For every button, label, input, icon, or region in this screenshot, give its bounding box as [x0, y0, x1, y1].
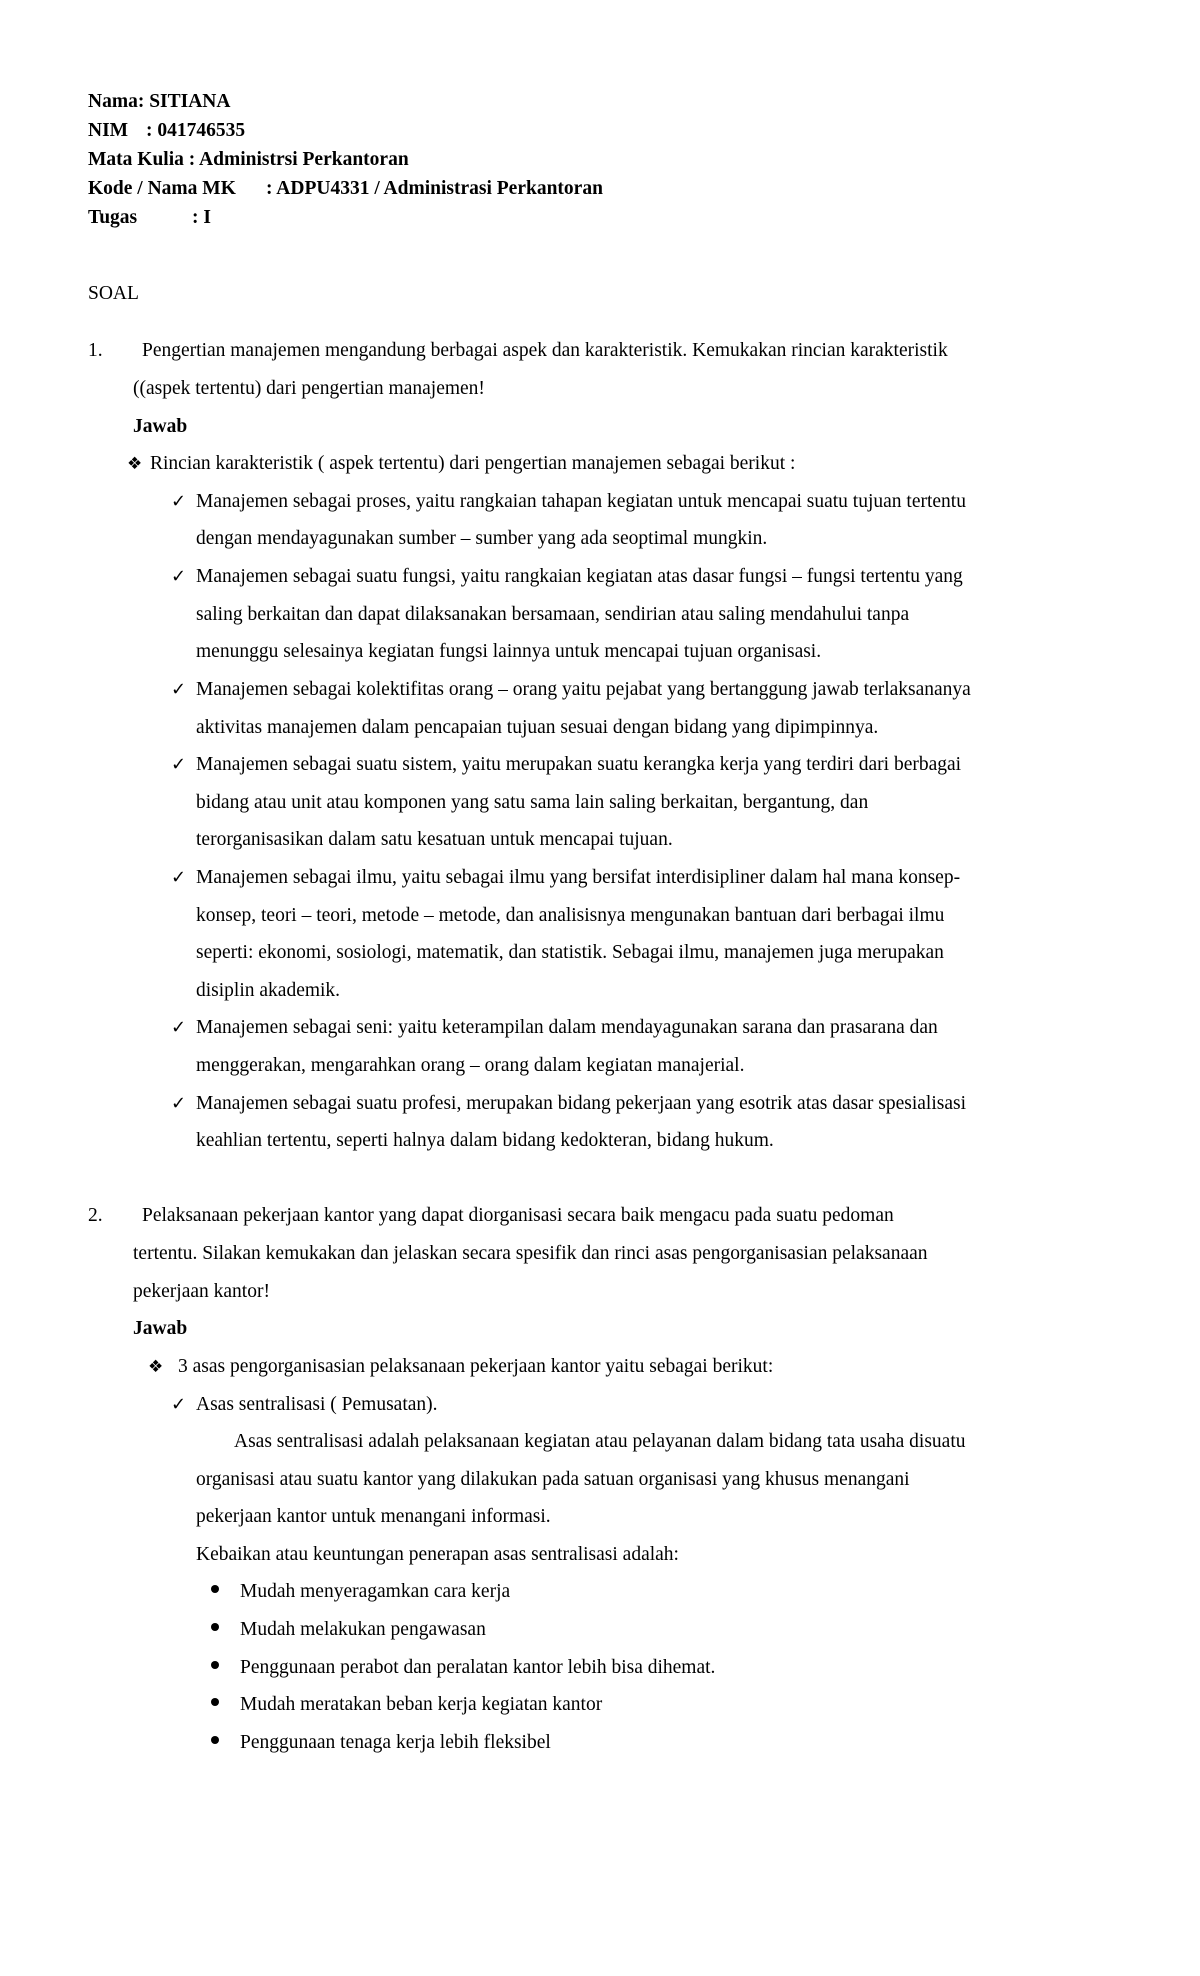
asas-title: Asas sentralisasi ( Pemusatan).	[196, 1394, 438, 1415]
q2-text-line: Pelaksanaan pekerjaan kantor yang dapat diorganisasi secara baik mengacu pada suatu pedoman	[142, 1205, 894, 1226]
q1-answer-intro: Rincian karakteristik ( aspek tertentu) dari pengertian manajemen sebagai berikut :	[150, 453, 796, 474]
q1-item-line: aktivitas manajemen dalam pencapaian tujuan sesuai dengan bidang yang dipimpinnya.	[196, 717, 879, 738]
q2-answer-intro: 3 asas pengorganisasian pelaksanaan pekerjaan kantor yaitu sebagai berikut:	[178, 1356, 774, 1377]
q1-item-line: saling berkaitan dan dapat dilaksanakan bersamaan, sendirian atau saling mendahului tanpa	[196, 604, 910, 625]
nim-label: NIM	[88, 120, 129, 141]
course-code-value: : ADPU4331 / Administrasi Perkantoran	[266, 178, 603, 199]
q1-item-line: keahlian tertentu, seperti halnya dalam bidang kedokteran, bidang hukum.	[196, 1130, 774, 1151]
kebaikan-item: Mudah menyeragamkan cara kerja	[240, 1581, 511, 1602]
asas-desc-line: organisasi atau suatu kantor yang dilakukan pada satuan organisasi yang khusus menangani	[196, 1469, 910, 1490]
kebaikan-item: Penggunaan perabot dan peralatan kantor lebih bisa dihemat.	[240, 1657, 716, 1678]
kebaikan-item: Mudah meratakan beban kerja kegiatan kantor	[240, 1694, 603, 1715]
q1-text-line: ((aspek tertentu) dari pengertian manajemen!	[133, 378, 485, 399]
q2-number: 2.	[88, 1205, 103, 1226]
student-name: Nama: SITIANA	[88, 91, 231, 112]
check-icon: ✓	[171, 1394, 187, 1415]
soal-heading: SOAL	[88, 283, 139, 304]
check-icon: ✓	[171, 754, 187, 775]
bullet-dot-icon	[211, 1698, 219, 1706]
course-code-label: Kode / Nama MK	[88, 178, 236, 199]
bullet-dot-icon	[211, 1736, 219, 1744]
check-icon: ✓	[171, 491, 187, 512]
asas-desc-line: Asas sentralisasi adalah pelaksanaan kegiatan atau pelayanan dalam bidang tata usaha disuatu	[234, 1431, 966, 1452]
q1-item-line: bidang atau unit atau komponen yang satu sama lain saling berkaitan, bergantung, dan	[196, 792, 869, 813]
q1-item-line: menggerakan, mengarahkan orang – orang dalam kegiatan manajerial.	[196, 1055, 745, 1076]
bullet-dot-icon	[211, 1661, 219, 1669]
check-icon: ✓	[171, 1017, 187, 1038]
check-icon: ✓	[171, 566, 187, 587]
q1-text-line: Pengertian manajemen mengandung berbagai aspek dan karakteristik. Kemukakan rincian karakteristik	[142, 340, 948, 361]
q1-item-line: Manajemen sebagai proses, yaitu rangkaian tahapan kegiatan untuk mencapai suatu tujuan tertentu	[196, 491, 966, 512]
assignment-value: : I	[192, 207, 211, 228]
nim-value: : 041746535	[146, 120, 246, 141]
q2-text-line: pekerjaan kantor!	[133, 1281, 270, 1302]
kebaikan-intro: Kebaikan atau keuntungan penerapan asas sentralisasi adalah:	[196, 1544, 679, 1565]
q1-number: 1.	[88, 340, 103, 361]
q1-item-line: disiplin akademik.	[196, 980, 341, 1001]
q1-item-line: dengan mendayagunakan sumber – sumber yang ada seoptimal mungkin.	[196, 528, 768, 549]
bullet-dot-icon	[211, 1623, 219, 1631]
q1-item-line: Manajemen sebagai suatu fungsi, yaitu rangkaian kegiatan atas dasar fungsi – fungsi tertentu yang	[196, 566, 963, 587]
q1-item-line: Manajemen sebagai seni: yaitu keterampilan dalam mendayagunakan sarana dan prasarana dan	[196, 1017, 938, 1038]
diamond-bullet-icon: ❖	[127, 454, 143, 474]
q1-item-line: seperti: ekonomi, sosiologi, matematik, dan statistik. Sebagai ilmu, manajemen juga merupakan	[196, 942, 944, 963]
kebaikan-item: Mudah melakukan pengawasan	[240, 1619, 486, 1640]
asas-desc-line: pekerjaan kantor untuk menangani informasi.	[196, 1506, 551, 1527]
q2-text-line: tertentu. Silakan kemukakan dan jelaskan secara spesifik dan rinci asas pengorganisasian pelaksanaan	[133, 1243, 928, 1264]
check-icon: ✓	[171, 679, 187, 700]
check-icon: ✓	[171, 1093, 187, 1114]
bullet-dot-icon	[211, 1585, 219, 1593]
q1-item-line: Manajemen sebagai kolektifitas orang – orang yaitu pejabat yang bertanggung jawab terlaksananya	[196, 679, 971, 700]
q1-item-line: Manajemen sebagai ilmu, yaitu sebagai ilmu yang bersifat interdisipliner dalam hal mana konsep-	[196, 867, 961, 888]
q1-item-line: konsep, teori – teori, metode – metode, dan analisisnya mengunakan bantuan dari berbagai ilmu	[196, 905, 945, 926]
course-name: Mata Kulia : Administrsi Perkantoran	[88, 149, 409, 170]
check-icon: ✓	[171, 867, 187, 888]
q1-answer-heading: Jawab	[133, 416, 188, 437]
q1-item-line: terorganisasikan dalam satu kesatuan untuk mencapai tujuan.	[196, 829, 673, 850]
q1-item-line: Manajemen sebagai suatu profesi, merupakan bidang pekerjaan yang esotrik atas dasar spesialisasi	[196, 1093, 966, 1114]
q1-item-line: menunggu selesainya kegiatan fungsi lainnya untuk mencapai tujuan organisasi.	[196, 641, 822, 662]
assignment-label: Tugas	[88, 207, 138, 228]
q1-item-line: Manajemen sebagai suatu sistem, yaitu merupakan suatu kerangka kerja yang terdiri dari berbagai	[196, 754, 962, 775]
kebaikan-item: Penggunaan tenaga kerja lebih fleksibel	[240, 1732, 551, 1753]
q2-answer-heading: Jawab	[133, 1318, 188, 1339]
diamond-bullet-icon: ❖	[148, 1357, 164, 1377]
